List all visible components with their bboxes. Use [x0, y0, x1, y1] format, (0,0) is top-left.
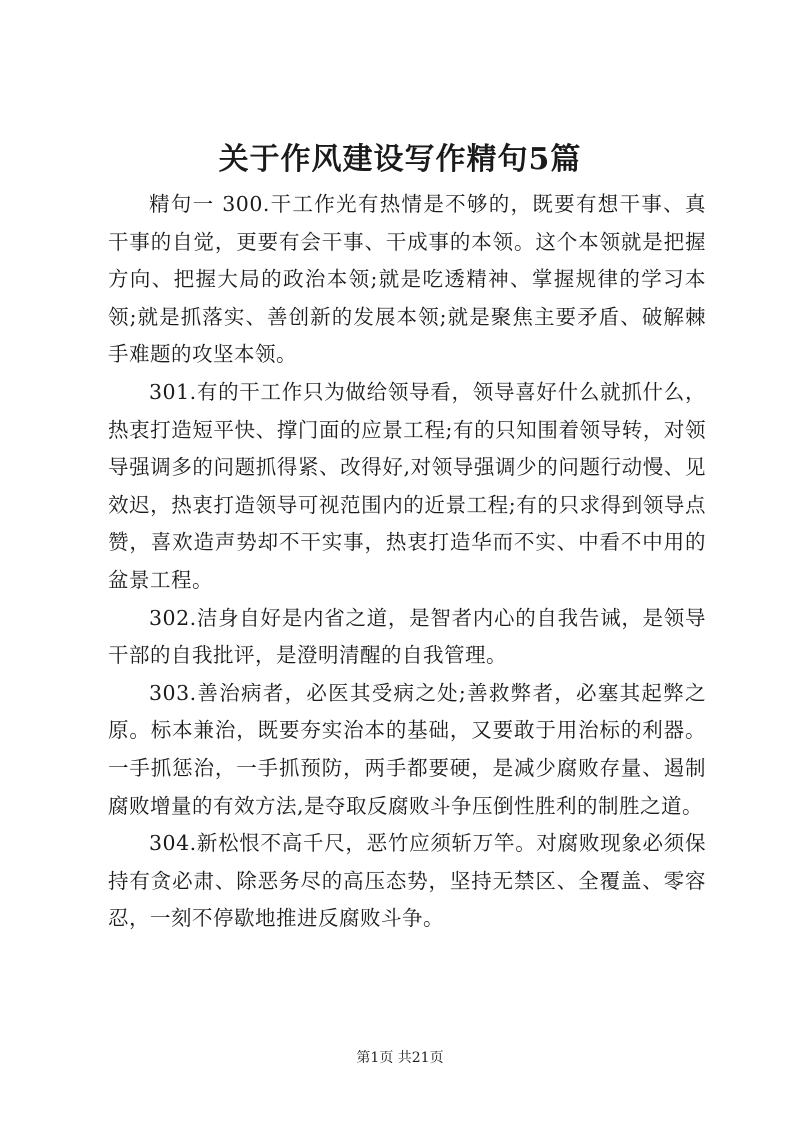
paragraph-302: 302.洁身自好是内省之道，是智者内心的自我告诫，是领导干部的自我批评，是澄明清醒的自我管理。 — [108, 605, 706, 668]
page-number-footer: 第1页 共21页 — [356, 1050, 444, 1066]
paragraph-304: 304.新松恨不高千尺，恶竹应须斩万竿。对腐败现象必须保持有贪必肃、除恶务尽的高压态势，坚持无禁区、全覆盖、零容忍，一刻不停歇地推进反腐败斗争。 — [108, 831, 706, 931]
paragraph-303: 303.善治病者，必医其受病之处;善救弊者，必塞其起弊之原。标本兼治，既要夯实治本的基础，又要敢于用治标的利器。一手抓惩治，一手抓预防，两手都要硬，是减少腐败存量、遏制腐败增量的有效方法,是夺取反腐败斗争压倒性胜利的制胜之道。 — [108, 680, 706, 818]
paragraph-301: 301.有的干工作只为做给领导看，领导喜好什么就抓什么，热衷打造短平快、撑门面的应景工程;有的只知围着领导转，对领导强调多的问题抓得紧、改得好,对领导强调少的问题行动慢、见效迟，热衷打造领导可视范围内的近景工程;有的只求得到领导点赞，喜欢造声势却不干实事，热衷打造华而不实、中看不中用的盆景工程。 — [108, 379, 706, 592]
paragraph-300: 精句一 300.干工作光有热情是不够的，既要有想干事、真干事的自觉，更要有会干事、干成事的本领。这个本领就是把握方向、把握大局的政治本领;就是吃透精神、掌握规律的学习本领;就是抓落实、善创新的发展本领;就是聚焦主要矛盾、破解棘手难题的攻坚本领。 — [108, 192, 706, 367]
document-body — [108, 186, 706, 938]
document-title: 关于作风建设写作精句5篇 — [218, 142, 582, 177]
